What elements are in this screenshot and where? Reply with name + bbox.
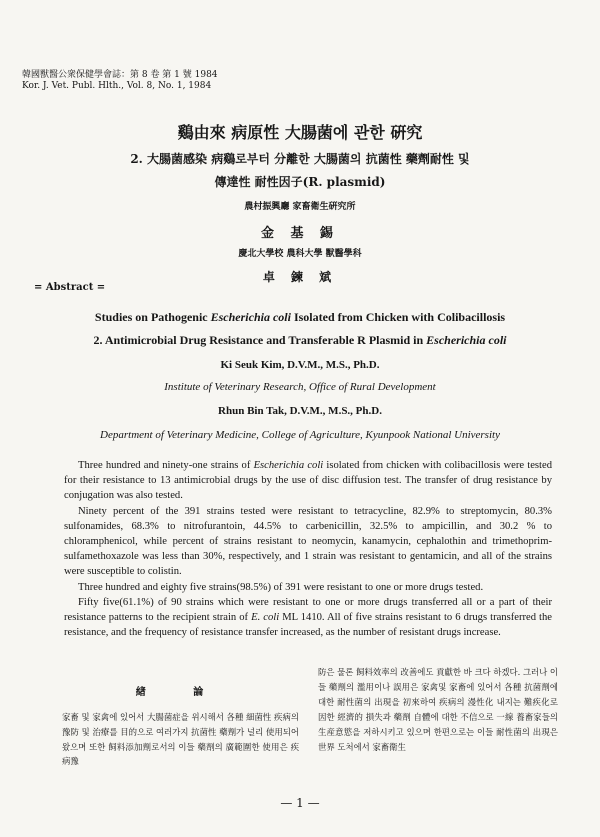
abstract-paragraph-1 bbox=[64, 458, 552, 504]
english-author-1: Ki Seuk Kim, D.V.M., M.S., Ph.D. bbox=[220, 359, 380, 371]
english-title-post: Isolated from Chicken with Colibacillosis bbox=[290, 310, 506, 324]
section-heading-introduction: 緖 論 bbox=[135, 687, 226, 698]
korean-title: 鷄由來 病原性 大腸菌에 관한 硏究 bbox=[177, 123, 423, 142]
korean-subtitle-line1: 2. 大腸菌感染 病鷄로부터 分離한 大腸菌의 抗菌性 藥劑耐性 및 bbox=[130, 152, 470, 166]
english-subtitle bbox=[0, 333, 600, 348]
abstract-p4-species: E. coli bbox=[251, 612, 280, 624]
abstract-p1-species: Escherichia coli bbox=[253, 460, 324, 471]
english-affiliation-1: Institute of Veterinary Research, Office of Rural Development bbox=[164, 381, 436, 393]
english-affiliation-2: Department of Veterinary Medicine, College of Agriculture, Kyunpook National University bbox=[100, 429, 500, 441]
abstract-p4-post: ML 1410. All of five strains resistant to 6 drugs transferred the resistance, and the frequency of resistance transfer increased, as the number of resistant drugs increase. bbox=[64, 612, 552, 639]
abstract-body bbox=[64, 458, 552, 640]
abstract-paragraph-3: Three hundred and eighty five strains(98.5%) of 391 were resistant to one or more drugs tested. bbox=[78, 581, 484, 593]
journal-citation bbox=[22, 70, 218, 92]
abstract-p1-post: isolated from chicken with colibacillosis were tested for their resistance to 13 antimicrobial drugs by the use of disc diffusion test. The transfer of drug resistance by conjugation was also tested. bbox=[64, 460, 552, 502]
korean-affiliation-1: 農村振興廳 家畜衛生硏究所 bbox=[244, 202, 356, 212]
journal-citation-korean: 韓國獸醫公衆保健學會誌：第 8 卷 第 1 號 1984 bbox=[22, 70, 218, 80]
abstract-label: = Abstract = bbox=[34, 282, 106, 293]
korean-subtitle-line2: 傳達性 耐性因子(R. plasmid) bbox=[214, 175, 386, 189]
english-author-2: Rhun Bin Tak, D.V.M., M.S., Ph.D. bbox=[218, 405, 382, 417]
abstract-paragraph-2: Ninety percent of the 391 strains tested were resistant to tetracycline, 82.9% to streptomycin, 80.3% sulfonamides, 68.3% to nitrofurantoin, 44.5% to carbenicillin, 32.5% to ampicillin, and 30.2 % to chloramphenicol, while percent of strains resistant to neomycin, kanamycin, cephalothin and trimethoprim-sulfamethoxazole was less than 30%, respectively, and 1 strain was resistant to gentamicin, and all of the strains were susceptible to colistin. bbox=[64, 505, 552, 578]
abstract-p4-pre: Fifty five(61.1%) of 90 strains which were resistant to one or more drugs transferred all or a part of their resistance patterns to the recipient strain of bbox=[64, 596, 552, 624]
english-title bbox=[0, 310, 600, 325]
english-title-pre: Studies on Pathogenic bbox=[94, 310, 211, 324]
body-column-right: 防은 물론 飼料效率의 改善에도 貢獻한 바 크다 하겠다. 그러나 이들 藥劑의 濫用이나 誤用은 家禽및 家畜에 있어서 各種 抗菌劑에 대한 耐性菌의 出現을 初來하여 疾病의 漫性化 내지는 難疾化로 因한 經濟的 損失과 藥劑 自體에 대한 不信으로 一線 養畜家들의 生産意慾을 저하시키고 있으며 한편으로는 이들 耐性菌의 出現은 世界 도처에서 家畜衛生 bbox=[318, 667, 558, 752]
english-subtitle-pre: 2. Antimicrobial Drug Resistance and Transferable R Plasmid in bbox=[93, 333, 427, 347]
korean-author-1: 金 基 錫 bbox=[260, 226, 340, 241]
journal-citation-english: Kor. J. Vet. Publ. Hlth., Vol. 8, No. 1, 1984 bbox=[22, 81, 212, 91]
english-title-species: Escherichia coli bbox=[210, 310, 291, 324]
page-number: — 1 — bbox=[280, 796, 320, 810]
english-subtitle-species: Escherichia coli bbox=[426, 333, 507, 347]
body-column-left: 家畜 및 家禽에 있어서 大腸菌症을 위시해서 各種 細菌性 疾病의 豫防 및 治療를 目的으로 여러가지 抗菌性 藥劑가 널리 使用되어 왔으며 또한 飼料添加劑로서의 이들 藥劑의 廣範圍한 使用은 疾病豫 bbox=[62, 712, 299, 767]
abstract-paragraph-4 bbox=[64, 595, 552, 641]
korean-affiliation-2: 慶北大學校 農科大學 獸醫學科 bbox=[238, 249, 362, 259]
abstract-p1-pre: Three hundred and ninety-one strains of bbox=[78, 460, 254, 471]
korean-author-2: 卓 鍊 斌 bbox=[262, 270, 338, 284]
